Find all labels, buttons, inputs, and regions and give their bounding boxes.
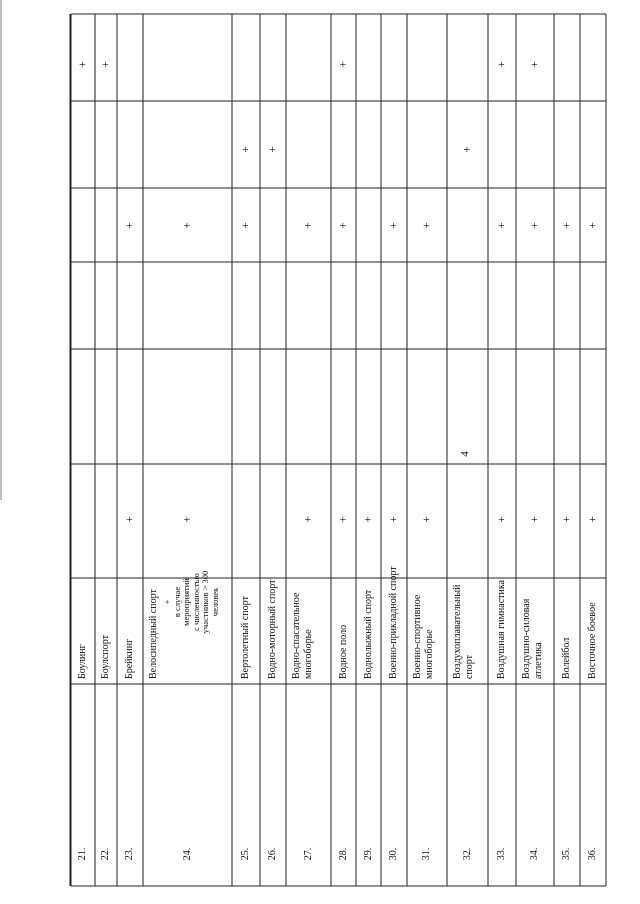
- plus-mark: +: [183, 218, 191, 232]
- row-number: 24.: [181, 847, 193, 861]
- plus-mark: +: [242, 218, 249, 232]
- plus-mark: +: [423, 218, 430, 232]
- plus-mark: +: [364, 512, 372, 526]
- plus-mark: +: [498, 57, 505, 71]
- plus-mark: +: [423, 512, 430, 526]
- plus-mark: +: [183, 512, 191, 526]
- plus-mark: +: [304, 218, 312, 232]
- plus-mark: +: [339, 218, 347, 232]
- plus-mark: +: [390, 218, 397, 232]
- sport-name: Воднолыжный спорт: [362, 589, 374, 679]
- sport-name: Велосипедный спорт: [148, 589, 159, 679]
- sport-name: Водно-спасательное многоборье: [291, 592, 314, 679]
- row-number: 28.: [337, 847, 349, 861]
- sport-name: Военно-спортивное многоборье: [412, 594, 435, 679]
- row-number: 32.: [461, 847, 473, 861]
- row-number: 31.: [421, 847, 432, 861]
- row-number: 23.: [124, 847, 135, 861]
- sport-name: Восточное боевое: [587, 602, 598, 679]
- plus-mark: +: [589, 218, 596, 232]
- plus-mark: +: [339, 512, 347, 526]
- note-line: в случае: [171, 586, 182, 618]
- plus-mark: +: [390, 512, 397, 526]
- plus-mark: +: [498, 512, 505, 526]
- plus-mark: +: [563, 218, 570, 232]
- row-number: 30.: [388, 847, 399, 861]
- plus-mark: +: [339, 57, 347, 71]
- plus-mark: +: [242, 142, 249, 156]
- sport-name: Волейбол: [561, 637, 572, 679]
- row-number: 34.: [529, 847, 540, 861]
- sport-name: Воздушная гимнастика: [496, 580, 507, 679]
- plus-mark: +: [126, 512, 133, 526]
- plus-mark: +: [126, 218, 133, 232]
- sport-name: Вертолетный спорт: [240, 596, 251, 679]
- plus-mark: +: [589, 512, 596, 526]
- plus-mark: +: [563, 512, 570, 526]
- note-line: мероприятий: [181, 578, 191, 626]
- plus-mark: +: [498, 218, 505, 232]
- plus-mark: +: [531, 512, 538, 526]
- row-number: 36.: [587, 847, 598, 861]
- plus-mark: +: [102, 57, 109, 71]
- note-line: с численностью: [190, 573, 201, 631]
- row-number: 25.: [240, 847, 251, 861]
- plus-mark: +: [304, 512, 312, 526]
- note-plus-mark: +: [162, 599, 172, 605]
- row-number: 26.: [267, 847, 278, 861]
- note-line: участников > 300: [200, 570, 210, 634]
- sport-name: Боулинг: [77, 644, 88, 679]
- sport-name: Военно-прикладной спорт: [388, 566, 399, 679]
- sport-name: Боулспорт: [100, 635, 111, 679]
- row-number: 21.: [77, 847, 88, 861]
- plus-mark: +: [463, 142, 471, 156]
- plus-mark: +: [531, 218, 538, 232]
- sport-name: Воздухоплавательный спорт: [452, 584, 475, 679]
- row-number: 29.: [362, 847, 374, 861]
- sport-name: Воздушно-силовая атлетика: [521, 598, 544, 679]
- row-number: 27.: [302, 847, 314, 861]
- sport-name: Брейкинг: [124, 638, 135, 679]
- plus-mark: +: [269, 142, 276, 156]
- row-number: 22.: [100, 847, 111, 861]
- plus-mark: +: [79, 57, 86, 71]
- condition-note: [163, 552, 220, 652]
- plus-mark: +: [531, 57, 538, 71]
- sport-name: Водно-моторный спорт: [267, 579, 278, 679]
- page-number: 4: [459, 451, 471, 457]
- row-number: 35.: [561, 847, 572, 861]
- sport-name: Водное поло: [337, 624, 349, 679]
- note-line: человек: [209, 587, 220, 617]
- row-number: 33.: [496, 847, 507, 861]
